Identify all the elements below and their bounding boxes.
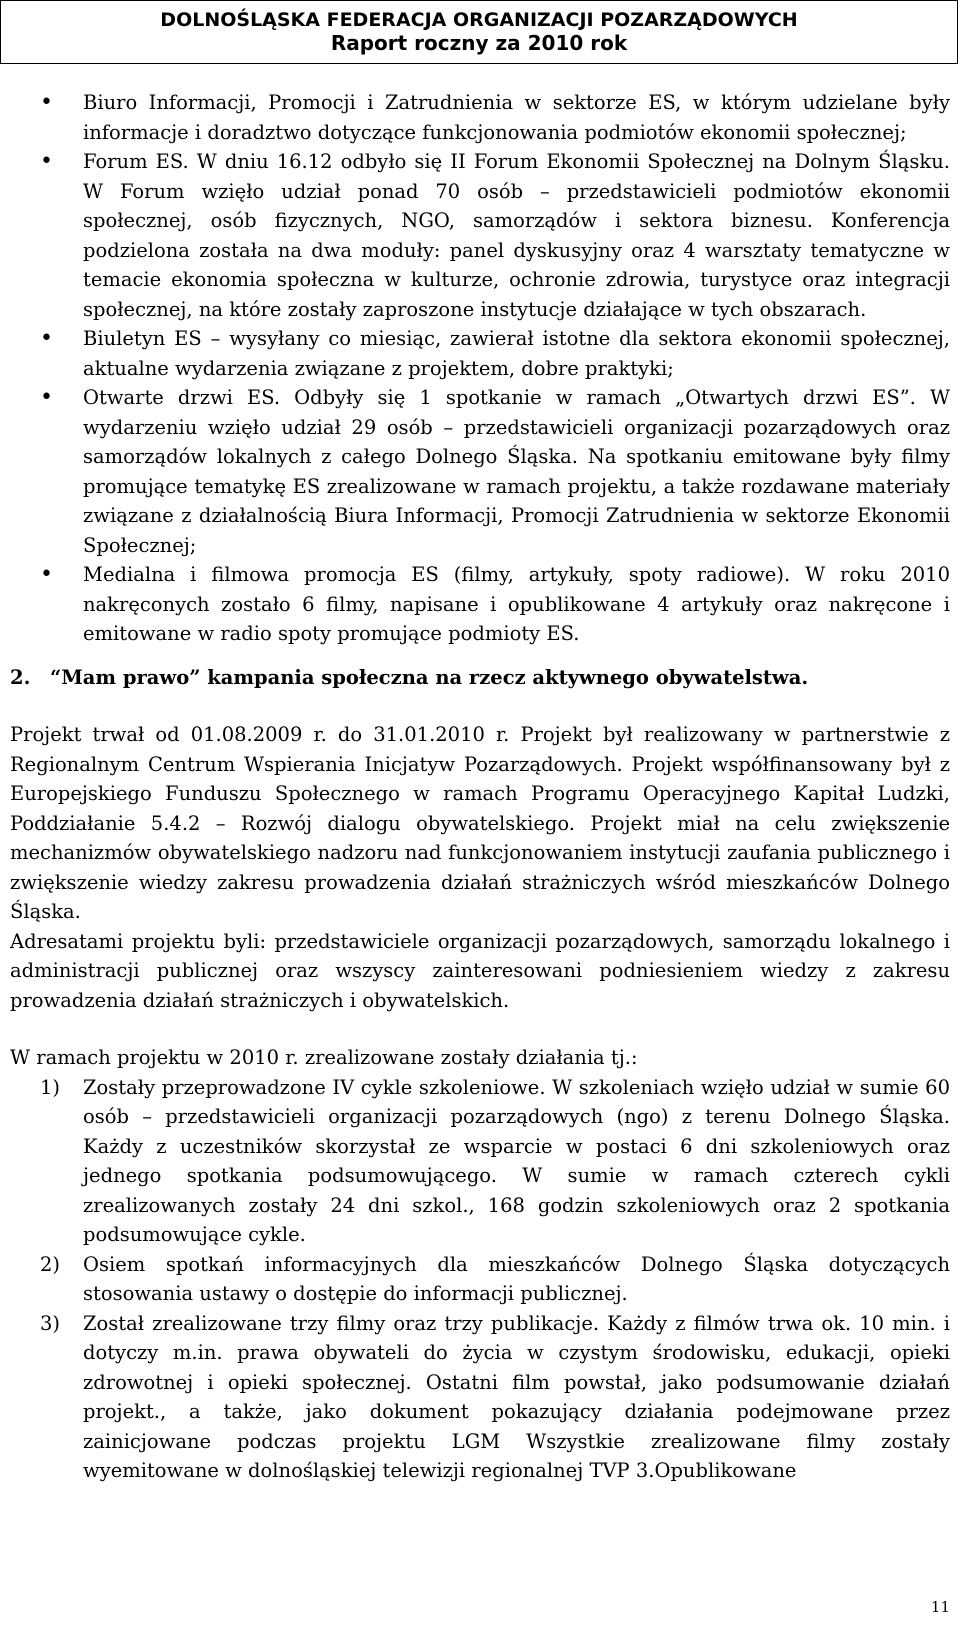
paragraph-project: Projekt trwał od 01.08.2009 r. do 31.01.2010 r. Projekt był realizowany w partnerstwie z Regionalnym Centrum Wspierania Inicjatyw Pozarządowych. Projekt współfinansowany był z Europejskiego Funduszu Społecznego w ramach Programu Operacyjnego Kapitał Ludzki, Poddziałanie 5.4.2 – Rozwój dialogu obywatelskiego. Projekt miał na celu zwiększenie mechanizmów obywatelskiego nadzoru nad funkcjonowaniem instytucji zaufania publicznego i zwiększenie wiedzy zakresu prowadzenia działań strażniczych wśród mieszkańców Dolnego Śląska. <box>10 723 950 923</box>
document-body <box>10 88 950 1486</box>
list-item: • Biuletyn ES – wysyłany co miesiąc, zawierał istotne dla sektora ekonomii społecznej, aktualne wydarzenia związane z projektem, dobre praktyki; <box>10 324 950 383</box>
page-header <box>0 0 958 64</box>
section-title: “Mam prawo” kampania społeczna na rzecz aktywnego obywatelstwa. <box>50 665 809 689</box>
bullet-list <box>10 88 950 649</box>
paragraph-addressees: Adresatami projektu byli: przedstawiciele organizacji pozarządowych, samorządu lokalnego i administracji publicznej oraz wszyscy zainteresowani podniesieniem wiedzy z zakresu prowadzenia działań strażniczych i obywatelskich. <box>10 929 950 1012</box>
list-item: • Otwarte drzwi ES. Odbyły się 1 spotkanie w ramach „Otwartych drzwi ES”. W wydarzeniu wzięło udział 29 osób – przedstawicieli organizacji pozarządowych oraz samorządów lokalnych z całego Dolnego Śląska. Na spotkaniu emitowane były filmy promujące tematykę ES zrealizowane w ramach projektu, a także rozdawane materiały związane z działalnością Biura Informacji, Promocji Zatrudnienia w sektorze Ekonomii Społecznej; <box>10 383 950 560</box>
paragraph-activities-intro: W ramach projektu w 2010 r. zrealizowane zostały działania tj.: <box>10 1046 638 1069</box>
section-heading <box>10 663 950 693</box>
list-item: • Biuro Informacji, Promocji i Zatrudnienia w sektorze ES, w którym udzielane były informacje i doradztwo dotyczące funkcjonowania podmiotów ekonomii społecznej; <box>10 88 950 147</box>
list-item: 1) Zostały przeprowadzone IV cykle szkoleniowe. W szkoleniach wzięło udział w sumie 60 osób – przedstawicieli organizacji pozarządowych (ngo) z terenu Dolnego Śląska. Każdy z uczestników skorzystał ze wsparcie w postaci 6 dni szkoleniowych oraz jednego spotkania podsumowującego. W sumie w ramach czterech cykli zrealizowanych zostały 24 dni szkol., 168 godzin szkoleniowych oraz 2 spotkania podsumowujące cykle. <box>40 1075 950 1246</box>
list-item: 3) Został zrealizowane trzy filmy oraz trzy publikacje. Każdy z filmów trwa ok. 10 min. i dotyczy m.in. prawa obywateli do życia w czystym środowisku, edukacji, opieki zdrowotnej i opieki społecznej. Ostatni film powstał, jako podsumowanie działań projekt., a także, jako dokument pokazujący działania podejmowane przez zainicjowane podczas projektu LGM Wszystkie zrealizowane filmy zostały wyemitowane w dolnośląskiej telewizji regionalnej TVP 3.Opublikowane <box>40 1311 950 1482</box>
numbered-list <box>10 1073 950 1486</box>
header-org: DOLNOŚLĄSKA FEDERACJA ORGANIZACJI POZARZĄDOWYCH <box>160 9 798 31</box>
page-number: 11 <box>930 1598 950 1616</box>
list-item: 2) Osiem spotkań informacyjnych dla mieszkańców Dolnego Śląska dotyczących stosowania ustawy o dostępie do informacji publicznej. <box>40 1252 950 1305</box>
list-item: • Forum ES. W dniu 16.12 odbyło się II Forum Ekonomii Społecznej na Dolnym Śląsku. W Forum wzięło udział ponad 70 osób – przedstawicieli podmiotów ekonomii społecznej, osób fizycznych, NGO, samorządów i sektora biznesu. Konferencja podzielona została na dwa moduły: panel dyskusyjny oraz 4 warsztaty tematyczne w temacie ekonomia społeczna w kulturze, ochronie zdrowia, turystyce oraz integracji społecznej, na które zostały zaproszone instytucje działające w tych obszarach. <box>10 147 950 324</box>
header-report-title: Raport roczny za 2010 rok <box>330 31 628 55</box>
list-item: • Medialna i filmowa promocja ES (filmy, artykuły, spoty radiowe). W roku 2010 nakręconych zostało 6 filmy, napisane i opublikowane 4 artykuły oraz nakręcone i emitowane w radio spoty promujące podmioty ES. <box>10 560 950 649</box>
section-number: 2. <box>10 665 31 689</box>
